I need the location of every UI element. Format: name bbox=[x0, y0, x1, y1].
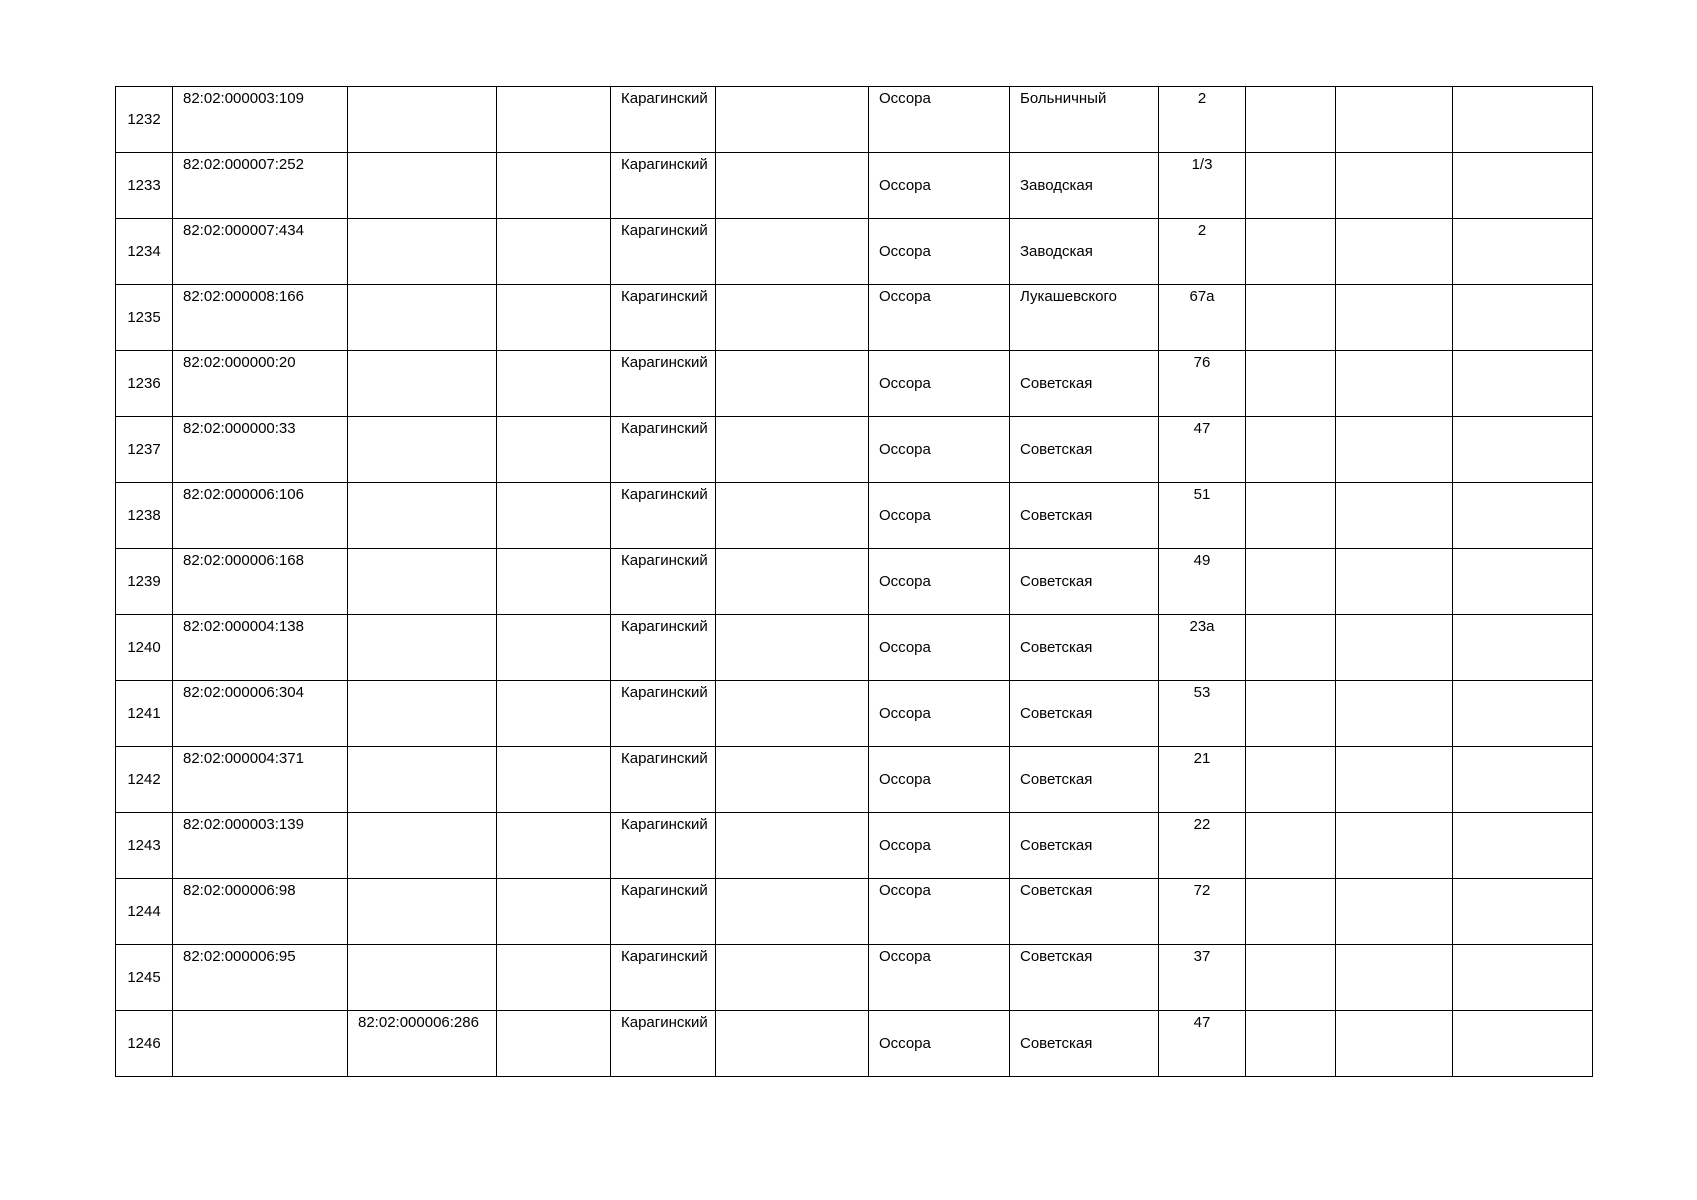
house-number-cell: 23а bbox=[1159, 615, 1246, 681]
empty-cell bbox=[1453, 483, 1593, 549]
empty-cell bbox=[1453, 615, 1593, 681]
cadastral-number-alt-cell bbox=[348, 87, 497, 153]
empty-cell bbox=[716, 1011, 869, 1077]
empty-cell bbox=[497, 747, 611, 813]
empty-cell bbox=[1246, 747, 1336, 813]
row-number-cell: 1239 bbox=[116, 549, 173, 615]
empty-cell bbox=[1453, 945, 1593, 1011]
settlement-cell: Оссора bbox=[869, 813, 1010, 879]
cadastral-number-alt-cell bbox=[348, 153, 497, 219]
empty-cell bbox=[716, 483, 869, 549]
empty-cell bbox=[497, 417, 611, 483]
settlement-cell: Оссора bbox=[869, 417, 1010, 483]
district-cell: Карагинский bbox=[611, 549, 716, 615]
empty-cell bbox=[1246, 153, 1336, 219]
table-row bbox=[116, 615, 1593, 681]
house-number-cell: 22 bbox=[1159, 813, 1246, 879]
house-number-cell: 47 bbox=[1159, 1011, 1246, 1077]
settlement-cell: Оссора bbox=[869, 285, 1010, 351]
table-row bbox=[116, 681, 1593, 747]
empty-cell bbox=[497, 153, 611, 219]
row-number-cell: 1232 bbox=[116, 87, 173, 153]
empty-cell bbox=[1336, 681, 1453, 747]
cadastral-number-alt-cell bbox=[348, 285, 497, 351]
row-number-cell: 1245 bbox=[116, 945, 173, 1011]
settlement-cell: Оссора bbox=[869, 219, 1010, 285]
empty-cell bbox=[716, 813, 869, 879]
street-cell: Советская bbox=[1010, 945, 1159, 1011]
empty-cell bbox=[497, 549, 611, 615]
street-cell: Советская bbox=[1010, 615, 1159, 681]
empty-cell bbox=[1453, 153, 1593, 219]
table-row bbox=[116, 1011, 1593, 1077]
row-number-cell: 1243 bbox=[116, 813, 173, 879]
cadastral-number-cell: 82:02:000006:168 bbox=[173, 549, 348, 615]
table-row bbox=[116, 549, 1593, 615]
empty-cell bbox=[1246, 681, 1336, 747]
row-number-cell: 1236 bbox=[116, 351, 173, 417]
district-cell: Карагинский bbox=[611, 879, 716, 945]
empty-cell bbox=[497, 285, 611, 351]
house-number-cell: 49 bbox=[1159, 549, 1246, 615]
cadastral-number-alt-cell bbox=[348, 549, 497, 615]
registry-rows bbox=[116, 87, 1593, 1077]
registry-table bbox=[115, 86, 1593, 1077]
empty-cell bbox=[716, 285, 869, 351]
empty-cell bbox=[497, 879, 611, 945]
empty-cell bbox=[1246, 351, 1336, 417]
cadastral-number-alt-cell bbox=[348, 483, 497, 549]
district-cell: Карагинский bbox=[611, 747, 716, 813]
empty-cell bbox=[716, 945, 869, 1011]
table-row bbox=[116, 87, 1593, 153]
district-cell: Карагинский bbox=[611, 813, 716, 879]
empty-cell bbox=[716, 549, 869, 615]
row-number-cell: 1244 bbox=[116, 879, 173, 945]
empty-cell bbox=[716, 153, 869, 219]
house-number-cell: 53 bbox=[1159, 681, 1246, 747]
empty-cell bbox=[1453, 813, 1593, 879]
row-number-cell: 1242 bbox=[116, 747, 173, 813]
empty-cell bbox=[1336, 87, 1453, 153]
cadastral-number-alt-cell bbox=[348, 351, 497, 417]
settlement-cell: Оссора bbox=[869, 1011, 1010, 1077]
cadastral-number-cell: 82:02:000006:98 bbox=[173, 879, 348, 945]
district-cell: Карагинский bbox=[611, 483, 716, 549]
empty-cell bbox=[1336, 1011, 1453, 1077]
table-row bbox=[116, 879, 1593, 945]
empty-cell bbox=[1336, 747, 1453, 813]
settlement-cell: Оссора bbox=[869, 153, 1010, 219]
street-cell: Заводская bbox=[1010, 219, 1159, 285]
empty-cell bbox=[1246, 87, 1336, 153]
table-row bbox=[116, 153, 1593, 219]
house-number-cell: 47 bbox=[1159, 417, 1246, 483]
empty-cell bbox=[716, 879, 869, 945]
empty-cell bbox=[1246, 483, 1336, 549]
empty-cell bbox=[1336, 417, 1453, 483]
cadastral-number-alt-cell: 82:02:000006:286 bbox=[348, 1011, 497, 1077]
table-row bbox=[116, 483, 1593, 549]
empty-cell bbox=[1246, 1011, 1336, 1077]
settlement-cell: Оссора bbox=[869, 945, 1010, 1011]
cadastral-number-cell: 82:02:000008:166 bbox=[173, 285, 348, 351]
cadastral-number-cell bbox=[173, 1011, 348, 1077]
street-cell: Советская bbox=[1010, 483, 1159, 549]
empty-cell bbox=[1453, 219, 1593, 285]
house-number-cell: 2 bbox=[1159, 87, 1246, 153]
cadastral-number-cell: 82:02:000006:95 bbox=[173, 945, 348, 1011]
street-cell: Советская bbox=[1010, 351, 1159, 417]
empty-cell bbox=[497, 945, 611, 1011]
empty-cell bbox=[1336, 813, 1453, 879]
empty-cell bbox=[497, 681, 611, 747]
cadastral-number-cell: 82:02:000004:371 bbox=[173, 747, 348, 813]
empty-cell bbox=[1246, 813, 1336, 879]
empty-cell bbox=[1453, 1011, 1593, 1077]
empty-cell bbox=[716, 219, 869, 285]
cadastral-number-cell: 82:02:000007:434 bbox=[173, 219, 348, 285]
empty-cell bbox=[497, 813, 611, 879]
row-number-cell: 1240 bbox=[116, 615, 173, 681]
district-cell: Карагинский bbox=[611, 153, 716, 219]
street-cell: Лукашевского bbox=[1010, 285, 1159, 351]
cadastral-number-cell: 82:02:000003:139 bbox=[173, 813, 348, 879]
empty-cell bbox=[1336, 615, 1453, 681]
empty-cell bbox=[1453, 87, 1593, 153]
street-cell: Советская bbox=[1010, 747, 1159, 813]
cadastral-number-cell: 82:02:000003:109 bbox=[173, 87, 348, 153]
house-number-cell: 51 bbox=[1159, 483, 1246, 549]
settlement-cell: Оссора bbox=[869, 87, 1010, 153]
empty-cell bbox=[1336, 483, 1453, 549]
district-cell: Карагинский bbox=[611, 285, 716, 351]
cadastral-number-alt-cell bbox=[348, 615, 497, 681]
row-number-cell: 1234 bbox=[116, 219, 173, 285]
row-number-cell: 1241 bbox=[116, 681, 173, 747]
empty-cell bbox=[1246, 285, 1336, 351]
street-cell: Советская bbox=[1010, 549, 1159, 615]
settlement-cell: Оссора bbox=[869, 483, 1010, 549]
empty-cell bbox=[1453, 549, 1593, 615]
district-cell: Карагинский bbox=[611, 417, 716, 483]
house-number-cell: 1/3 bbox=[1159, 153, 1246, 219]
empty-cell bbox=[716, 681, 869, 747]
cadastral-number-cell: 82:02:000006:106 bbox=[173, 483, 348, 549]
empty-cell bbox=[1246, 417, 1336, 483]
district-cell: Карагинский bbox=[611, 615, 716, 681]
settlement-cell: Оссора bbox=[869, 615, 1010, 681]
empty-cell bbox=[1453, 351, 1593, 417]
house-number-cell: 76 bbox=[1159, 351, 1246, 417]
empty-cell bbox=[716, 351, 869, 417]
row-number-cell: 1238 bbox=[116, 483, 173, 549]
cadastral-number-cell: 82:02:000004:138 bbox=[173, 615, 348, 681]
house-number-cell: 67а bbox=[1159, 285, 1246, 351]
house-number-cell: 2 bbox=[1159, 219, 1246, 285]
house-number-cell: 37 bbox=[1159, 945, 1246, 1011]
empty-cell bbox=[1453, 417, 1593, 483]
cadastral-number-alt-cell bbox=[348, 879, 497, 945]
row-number-cell: 1246 bbox=[116, 1011, 173, 1077]
table-row bbox=[116, 285, 1593, 351]
empty-cell bbox=[497, 1011, 611, 1077]
empty-cell bbox=[716, 615, 869, 681]
street-cell: Советская bbox=[1010, 417, 1159, 483]
empty-cell bbox=[1336, 549, 1453, 615]
cadastral-number-cell: 82:02:000000:20 bbox=[173, 351, 348, 417]
cadastral-number-alt-cell bbox=[348, 681, 497, 747]
district-cell: Карагинский bbox=[611, 1011, 716, 1077]
settlement-cell: Оссора bbox=[869, 681, 1010, 747]
empty-cell bbox=[716, 87, 869, 153]
table-row bbox=[116, 417, 1593, 483]
table-row bbox=[116, 813, 1593, 879]
district-cell: Карагинский bbox=[611, 219, 716, 285]
district-cell: Карагинский bbox=[611, 351, 716, 417]
house-number-cell: 21 bbox=[1159, 747, 1246, 813]
empty-cell bbox=[1246, 615, 1336, 681]
table-row bbox=[116, 351, 1593, 417]
empty-cell bbox=[1336, 945, 1453, 1011]
cadastral-number-alt-cell bbox=[348, 747, 497, 813]
settlement-cell: Оссора bbox=[869, 747, 1010, 813]
street-cell: Заводская bbox=[1010, 153, 1159, 219]
empty-cell bbox=[1246, 549, 1336, 615]
table-row bbox=[116, 945, 1593, 1011]
empty-cell bbox=[1246, 219, 1336, 285]
district-cell: Карагинский bbox=[611, 87, 716, 153]
empty-cell bbox=[1453, 879, 1593, 945]
settlement-cell: Оссора bbox=[869, 549, 1010, 615]
empty-cell bbox=[716, 417, 869, 483]
empty-cell bbox=[716, 747, 869, 813]
empty-cell bbox=[1453, 285, 1593, 351]
district-cell: Карагинский bbox=[611, 681, 716, 747]
street-cell: Советская bbox=[1010, 1011, 1159, 1077]
empty-cell bbox=[497, 219, 611, 285]
row-number-cell: 1235 bbox=[116, 285, 173, 351]
empty-cell bbox=[1336, 285, 1453, 351]
empty-cell bbox=[1336, 879, 1453, 945]
street-cell: Советская bbox=[1010, 879, 1159, 945]
street-cell: Советская bbox=[1010, 813, 1159, 879]
cadastral-number-alt-cell bbox=[348, 945, 497, 1011]
settlement-cell: Оссора bbox=[869, 351, 1010, 417]
table-row bbox=[116, 219, 1593, 285]
cadastral-number-cell: 82:02:000006:304 bbox=[173, 681, 348, 747]
district-cell: Карагинский bbox=[611, 945, 716, 1011]
row-number-cell: 1237 bbox=[116, 417, 173, 483]
empty-cell bbox=[1453, 747, 1593, 813]
cadastral-number-alt-cell bbox=[348, 813, 497, 879]
cadastral-number-cell: 82:02:000000:33 bbox=[173, 417, 348, 483]
house-number-cell: 72 bbox=[1159, 879, 1246, 945]
empty-cell bbox=[1246, 879, 1336, 945]
empty-cell bbox=[1453, 681, 1593, 747]
empty-cell bbox=[497, 615, 611, 681]
empty-cell bbox=[1336, 219, 1453, 285]
cadastral-number-alt-cell bbox=[348, 417, 497, 483]
empty-cell bbox=[1336, 351, 1453, 417]
street-cell: Советская bbox=[1010, 681, 1159, 747]
table-row bbox=[116, 747, 1593, 813]
row-number-cell: 1233 bbox=[116, 153, 173, 219]
street-cell: Больничный bbox=[1010, 87, 1159, 153]
empty-cell bbox=[497, 351, 611, 417]
empty-cell bbox=[497, 87, 611, 153]
empty-cell bbox=[1246, 945, 1336, 1011]
empty-cell bbox=[1336, 153, 1453, 219]
settlement-cell: Оссора bbox=[869, 879, 1010, 945]
empty-cell bbox=[497, 483, 611, 549]
cadastral-number-alt-cell bbox=[348, 219, 497, 285]
cadastral-number-cell: 82:02:000007:252 bbox=[173, 153, 348, 219]
